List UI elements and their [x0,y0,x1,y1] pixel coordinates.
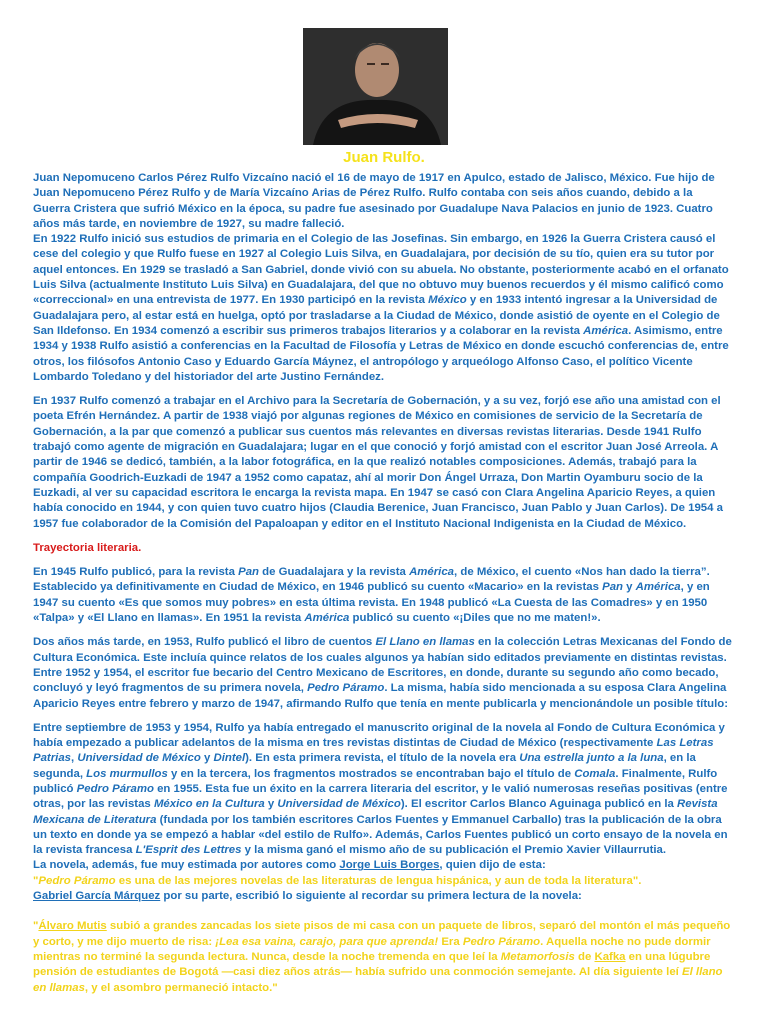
text-run: Dos años más tarde, en 1953, Rulfo publicó el libro de cuentos [33,636,376,649]
text-run: y [264,798,278,811]
text-run: , [71,752,78,765]
text-run: en una lúgubre pensión de estudiantes de Bogotá —casi diez años atrás— había sufrido una conmoción semejante. Al día siguiente leí [33,950,711,979]
italic-run: Pedro Páramo [462,935,541,948]
article-body [33,171,733,996]
text-run: por su parte, escribió lo siguiente al recordar su primera lectura de la novela: [160,890,582,903]
borges-quote [33,874,733,889]
text-run: en 1955. Esta fue un éxito en la carrera literaria del escritor, y le valió numerosas reseñas positivas (entre otras, por las revistas [33,782,728,811]
text-run: publicó su cuento «¡Diles que no me maten!». [349,612,601,625]
text-run: , y el asombro permaneció intacto." [84,981,278,994]
borges-link[interactable]: Jorge Luis Borges [339,859,440,872]
text-run: . Aquella noche no pude dormir mientras no terminé la segunda lectura. Nunca, desde la noche tremenda en que leí la [33,935,711,963]
italic-run: América [304,612,350,625]
paragraph-borges [33,858,733,873]
italic-run: América [583,324,629,337]
page-title: Juan Rulfo. [343,149,425,166]
italic-run: Universidad de México [277,798,401,811]
text-run: ). El escritor Carlos Blanco Aguinaga publicó en la [400,798,678,811]
text-run: . La misma, había sido mencionada a su esposa Clara Angelina Aparicio Reyes entre febrero y marzo de 1947, afirmando Rulfo que tenía en mente publicarla y mencionándole un posible título: [33,682,728,710]
text-run: y [200,752,214,765]
italic-run: L'Esprit des Lettres [135,844,242,857]
text-run: , y en 1947 su cuento «Es que somos muy pobres» en esta última revista. En 1948 publicó «La Cuesta de las Comadres» y en 1950 «Talpa» y «El Llano en llamas». En 1951 la revista [33,581,710,625]
italic-run: Revista Mexicana de Literatura [33,798,718,826]
text-run: y [622,581,636,594]
text-run: , de México, el cuento «Nos han dado la tierra”. Establecido ya definitivamente en Ciudad de México, en 1946 publicó su cuento «Macario» en la revistas [33,566,710,594]
italic-run: Pedro Páramo [38,874,116,887]
text-run: y en la tercera, los fragmentos mostrados se encontraban bajo el título de [167,767,575,780]
italic-run: El Llano en llamas [375,636,475,649]
text-run: (fundada por los también escritores Carlos Fuentes y Emmanuel Carballo) tras la publicación de la obra un texto en donde ya se empezó a hablar «del estilo de Rulfo». Además, Carlos Fuentes publicó un corto ensayo de la novela en la revista francesa [33,813,728,857]
italic-run: Pedro Páramo [76,782,154,795]
italic-run: Pan [602,581,623,594]
paragraph-birth: Juan Nepomuceno Carlos Pérez Rulfo Vizcaíno nació el 16 de mayo de 1917 en Apulco, estado de Jalisco, México. Fue hijo de Juan Nepomuceno Pérez Rulfo y de María Vizcaíno Arias de Pérez Rulfo. Rulfo contaba con seis años cuando, debido a la Guerra Cristera que sufrió México en la época, su padre fue asesinado por Guadalupe Nava Palacios en junio de 1923. Cuatro años más tarde, en noviembre de 1927, su madre falleció. [33,172,715,230]
mutis-link[interactable]: Álvaro Mutis [38,920,107,933]
text-run: en la colección Letras Mexicanas del Fondo de Cultura Económica. Este incluía quince relatos de los cuales algunos ya habían sido editados previamente en distintas revistas. Entre 1952 y 1954, el escritor fue becario del Centro Mexicano de Escritores, en donde, durante su segundo año como becado, concluyó y leyó fragmentos de su primera novela, [33,636,732,695]
italic-run: América [635,581,681,594]
text-run: Era [438,935,463,948]
paragraph-career: En 1937 Rulfo comenzó a trabajar en el Archivo para la Secretaría de Gobernación, y a su vez, forjó ese año una amistad con el poeta Efrén Hernández. A partir de 1938 viajó por algunas regiones de México en comisiones de servicio de la Secretaría de Gobernación, a la par que comenzó a publicar sus cuentos más relevantes en diversas revistas literarias. Desde 1941 Rulfo trabajó como agente de migración en Guadalajara; lugar en el que conoció y forjó amistad con el escritor Juan José Arreola. A partir de 1946 se dedicó, también, a la labor fotográfica, en la que realizó notables composiciones. Además, trabajó para la compañía Goodrich-Euzkadi de 1947 a 1952 como capataz, ahí al morir Don Ángel Urraza, Don Martin Oyamburu socio de la Euzkadi, al ver su capacidad escritora le encarga la revista mapa. En 1947 se casó con Clara Angelina Aparicio Reyes, a quien había conocido en 1944, y con quien tuvo cuatro hijos (Claudia Berenice, Juan Francisco, Juan Pablo y Juan Carlos). De 1954 a 1957 fue colaborador de la Comisión del Papaloapan y editor en el Instituto Nacional Indigenista en la Ciudad de México. [33,395,723,530]
text-run: " [33,874,39,887]
italic-run: Pedro Páramo [307,682,385,695]
garcia-marquez-link[interactable]: Gabriel García Márquez [33,890,161,903]
text-run: , en la segunda, [33,752,696,780]
paragraph-garcia-marquez [33,889,733,904]
text-run: En 1922 Rulfo inició sus estudios de primaria en el Colegio de las Josefinas. Sin embargo, en 1926 la Guerra Cristera causó el cese del colegio y que Rulfo fuese en 1927 al Colegio Luis Silva, en Guadalajara, por decisión de su tío, quien era su tutor por aquel entonces. En 1929 se trasladó a San Gabriel, donde vivió con su abuela. No obstante, posteriormente acabó en el orfanato Luis Silva (actualmente Instituto Luis Silva) en Guadalajara, del que no obtuvo muy buenos recuerdos y él mismo calificó como «correccional» en una entrevista de 1977. En 1930 participó en la revista [33,233,729,307]
paragraph-education [33,232,733,385]
paragraph-early-stories [33,565,733,626]
text-run: de Guadalajara y la revista [259,566,410,579]
italic-run: América [409,566,455,579]
italic-run: ¡Lea esa vaina, carajo, para que aprenda! [215,935,439,948]
italic-run: México en la Cultura [153,798,265,811]
section-heading: Trayectoria literaria. [33,541,142,554]
text-run: En 1945 Rulfo publicó, para la revista [33,566,239,579]
text-run: " [33,920,39,933]
italic-run: Las Letras Patrias [33,737,714,765]
spacer [33,904,733,919]
italic-run: Los murmullos [86,767,168,780]
italic-run: Pan [238,566,259,579]
author-portrait [303,28,448,145]
portrait-image [303,28,448,145]
text-run: es una de las mejores novelas de las literaturas de lengua hispánica, y aun de toda la literatura". [115,874,642,887]
text-run: . Asimismo, entre 1934 y 1938 Rulfo asistió a conferencias en la Facultad de Filosofía y Letras de México en donde escuchó conferencias de, entre otros, los filósofos Antonio Caso y Eduardo García Máynez, el antropólogo y arqueólogo Alfonso Caso, el político Vicente Lombardo Toledano y del historiador del arte Justino Fernández. [33,324,729,383]
italic-run: El llano en llamas [33,966,723,994]
text-run: ). En esta primera revista, el título de la novela era [245,752,520,765]
italic-run: Metamorfosis [500,950,575,963]
text-run: , quien dijo de esta: [439,859,546,872]
garcia-marquez-quote [33,919,733,995]
text-run: Entre septiembre de 1953 y 1954, Rulfo ya había entregado el manuscrito original de la novela al Fondo de Cultura Económica y había empezado a publicar adelantos de la misma en tres revistas distintas de Ciudad de México (respectivamente [33,721,725,750]
italic-run: Dintel [213,752,246,765]
text-run: y en 1933 intentó ingresar a la Universidad de Guadalajara pero, al estar está en huelga, optó por trasladarse a la Ciudad de México, donde asistió de oyente en el Colegio de San Ildefonso. En 1934 comenzó a escribir sus primeros trabajos literarios y a colaborar en la revista [33,294,720,337]
italic-run: México [428,294,467,307]
italic-run: Universidad de México [77,752,201,765]
text-run: subió a grandes zancadas los siete pisos de mi casa con un paquete de libros, separó del montón el más pequeño y corto, y me dijo muerto de risa: [33,920,731,948]
kafka-link[interactable]: Kafka [594,950,626,963]
paragraph-llano [33,635,733,711]
paragraph-pedro-paramo [33,721,733,859]
text-run: de [574,950,595,963]
italic-run: Comala [574,767,616,780]
text-run: . Finalmente, Rulfo publicó [33,767,718,795]
text-run: La novela, además, fue muy estimada por autores como [33,859,340,872]
text-run: y la misma ganó el mismo año de su publicación el Premio Xavier Villaurrutia. [241,844,667,857]
italic-run: Una estrella junto a la luna [519,752,664,765]
